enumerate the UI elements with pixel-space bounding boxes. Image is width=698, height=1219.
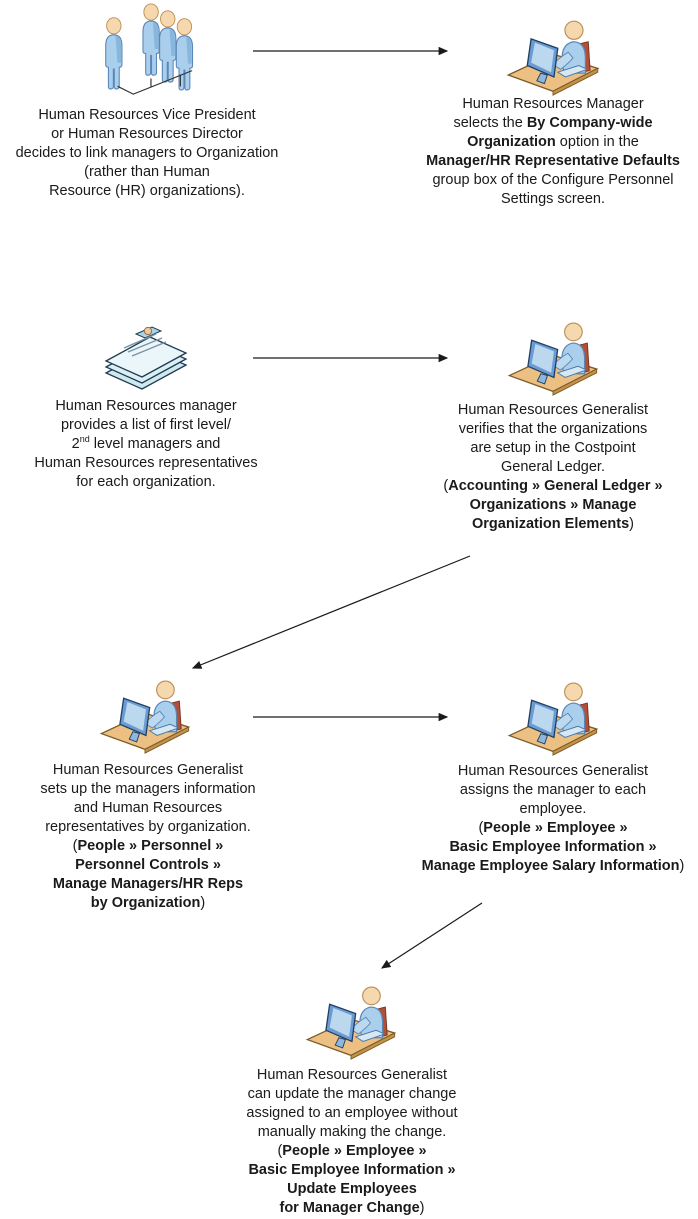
node-caption-generalist-update: Human Resources Generalist can update the manager change assigned to an employee without manually making the change. (People » Employee » Basic Employee Information » Update Employees for Manager Change) (246, 1067, 458, 1216)
node-caption-generalist-assigns: Human Resources Generalist assigns the manager to each employee. (People » Employee » Basic Employee Information » Manage Employee Salary Information) (421, 763, 685, 874)
computer-user-icon (303, 982, 399, 1060)
node-caption-hr-manager-selects: Human Resources Manager selects the By Company-wide Organization option in the Manager/HR Representative Defaults group box of the Configure Personnel Settings screen. (426, 96, 680, 207)
computer-user-icon (97, 676, 193, 754)
node-caption-hr-manager-list: Human Resources manager provides a list of first level/ 2nd level managers and Human Resources representatives for each organization. (34, 398, 258, 490)
arrow-verifies-to-setup (193, 556, 470, 668)
computer-user-icon (505, 16, 601, 96)
arrow-assigns-to-update (382, 903, 482, 968)
node-caption-generalist-verifies: Human Resources Generalist verifies that the organizations are setup in the Costpoint General Ledger. (Accounting » General Ledger » Organizations » Manage Organization Elements) (443, 402, 663, 532)
node-caption-generalist-setup: Human Resources Generalist sets up the managers information and Human Resources representatives by organization. (People » Personnel » Personnel Controls » Manage Managers/HR Reps by Organization) (40, 762, 256, 911)
people-group-icon (90, 2, 208, 102)
computer-user-icon (505, 318, 601, 396)
document-stack-icon (100, 321, 190, 393)
computer-user-icon (505, 678, 601, 756)
node-caption-vp-decision: Human Resources Vice President or Human Resources Director decides to link managers to Organization (rather than Human Resource (HR) organizations). (15, 107, 279, 199)
